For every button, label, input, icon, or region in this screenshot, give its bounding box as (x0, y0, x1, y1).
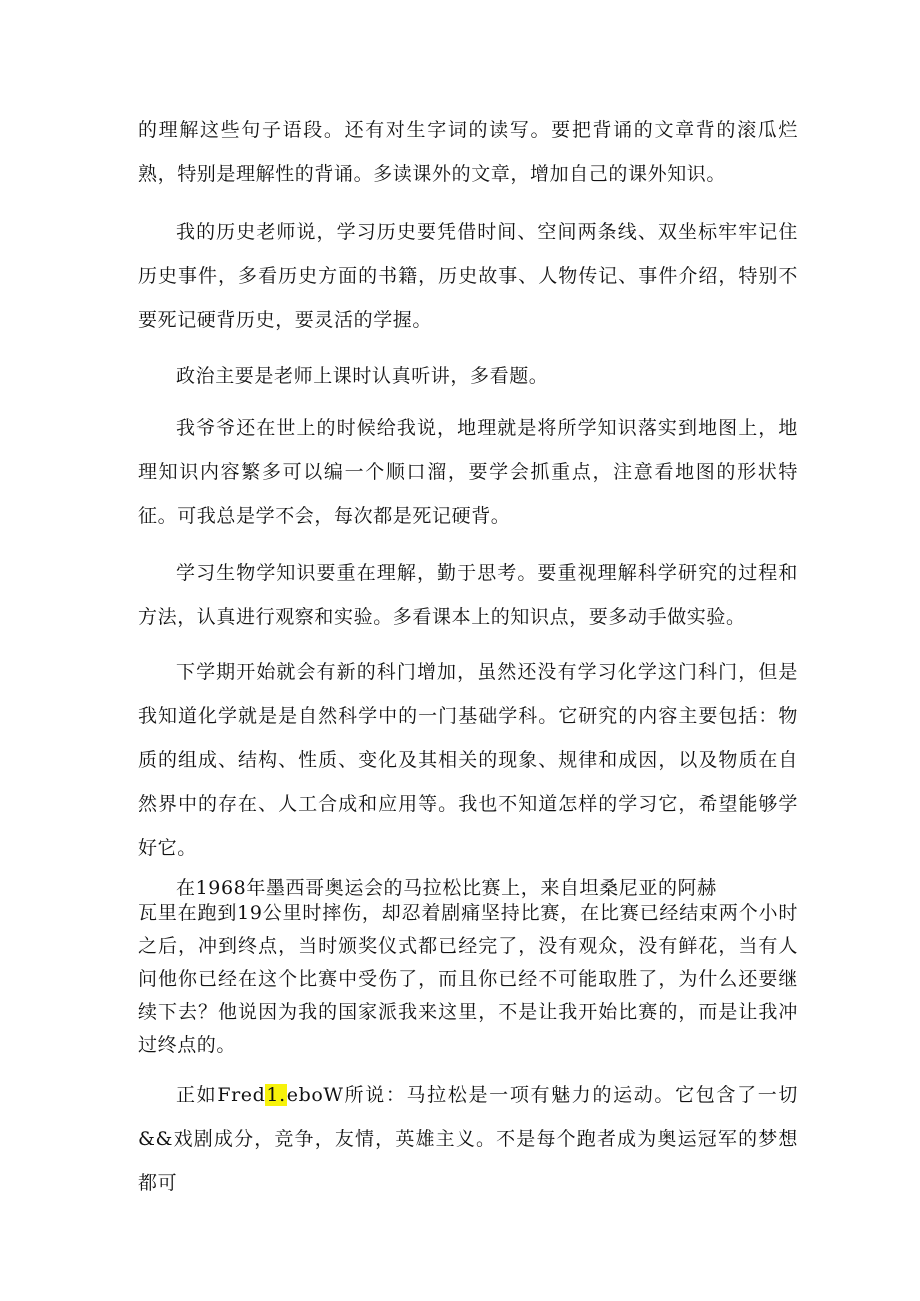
paragraph-chemistry: 下学期开始就会有新的科门增加，虽然还没有学习化学这门科门，但是我知道化学就是是自然科学中的一门基础学科。它研究的内容主要包括：物质的组成、结构、性质、变化及其相关的现象、规律和成因，以及物质在自然界中的存在、人工合成和应用等。我也不知道怎样的学习它，希望能够学好它。 (138, 661, 798, 859)
quote-text-after: eboW所说：马拉松是一项有魅力的运动。它包含了一切&&戏剧成分，竞争，友情，英雄主义。不是每个跑者成为奥运冠军的梦想都可 (138, 1084, 798, 1194)
paragraph-quote (138, 1073, 798, 1205)
quote-text-before: 正如Fred (176, 1084, 266, 1106)
paragraph-reading: 的理解这些句子语段。还有对生字词的读写。要把背诵的文章背的滚瓜烂熟，特别是理解性的背诵。多读课外的文章，增加自己的课外知识。 (138, 119, 798, 185)
paragraph-politics: 政治主要是老师上课时认真听讲，多看题。 (176, 365, 549, 387)
highlighted-text: 1. (266, 1084, 286, 1106)
paragraph-marathon-intro: 在1968年墨西哥奥运会的马拉松比赛上，来自坦桑尼亚的阿赫 (176, 877, 717, 899)
paragraph-marathon-story: 瓦里在跑到19公里时摔伤，却忍着剧痛坚持比赛，在比赛已经结束两个小时之后，冲到终点，当时颁奖仪式都已经完了，没有观众，没有鲜花，当有人问他你已经在这个比赛中受伤了，而且你已经不可能取胜了，为什么还要继续下去？他说因为我的国家派我来这里，不是让我开始比赛的，而是让我冲过终点的。 (138, 902, 798, 1056)
paragraph-biology: 学习生物学知识要重在理解，勤于思考。要重视理解科学研究的过程和方法，认真进行观察和实验。多看课本上的知识点，要多动手做实验。 (138, 562, 798, 628)
paragraph-history: 我的历史老师说，学习历史要凭借时间、空间两条线、双坐标牢牢记住历史事件，多看历史方面的书籍，历史故事、人物传记、事件介绍，特别不要死记硬背历史，要灵活的学握。 (138, 221, 798, 331)
paragraph-geography: 我爷爷还在世上的时候给我说，地理就是将所学知识落实到地图上，地理知识内容繁多可以编一个顺口溜，要学会抓重点，注意看地图的形状特征。可我总是学不会，每次都是死记硬背。 (138, 417, 798, 527)
